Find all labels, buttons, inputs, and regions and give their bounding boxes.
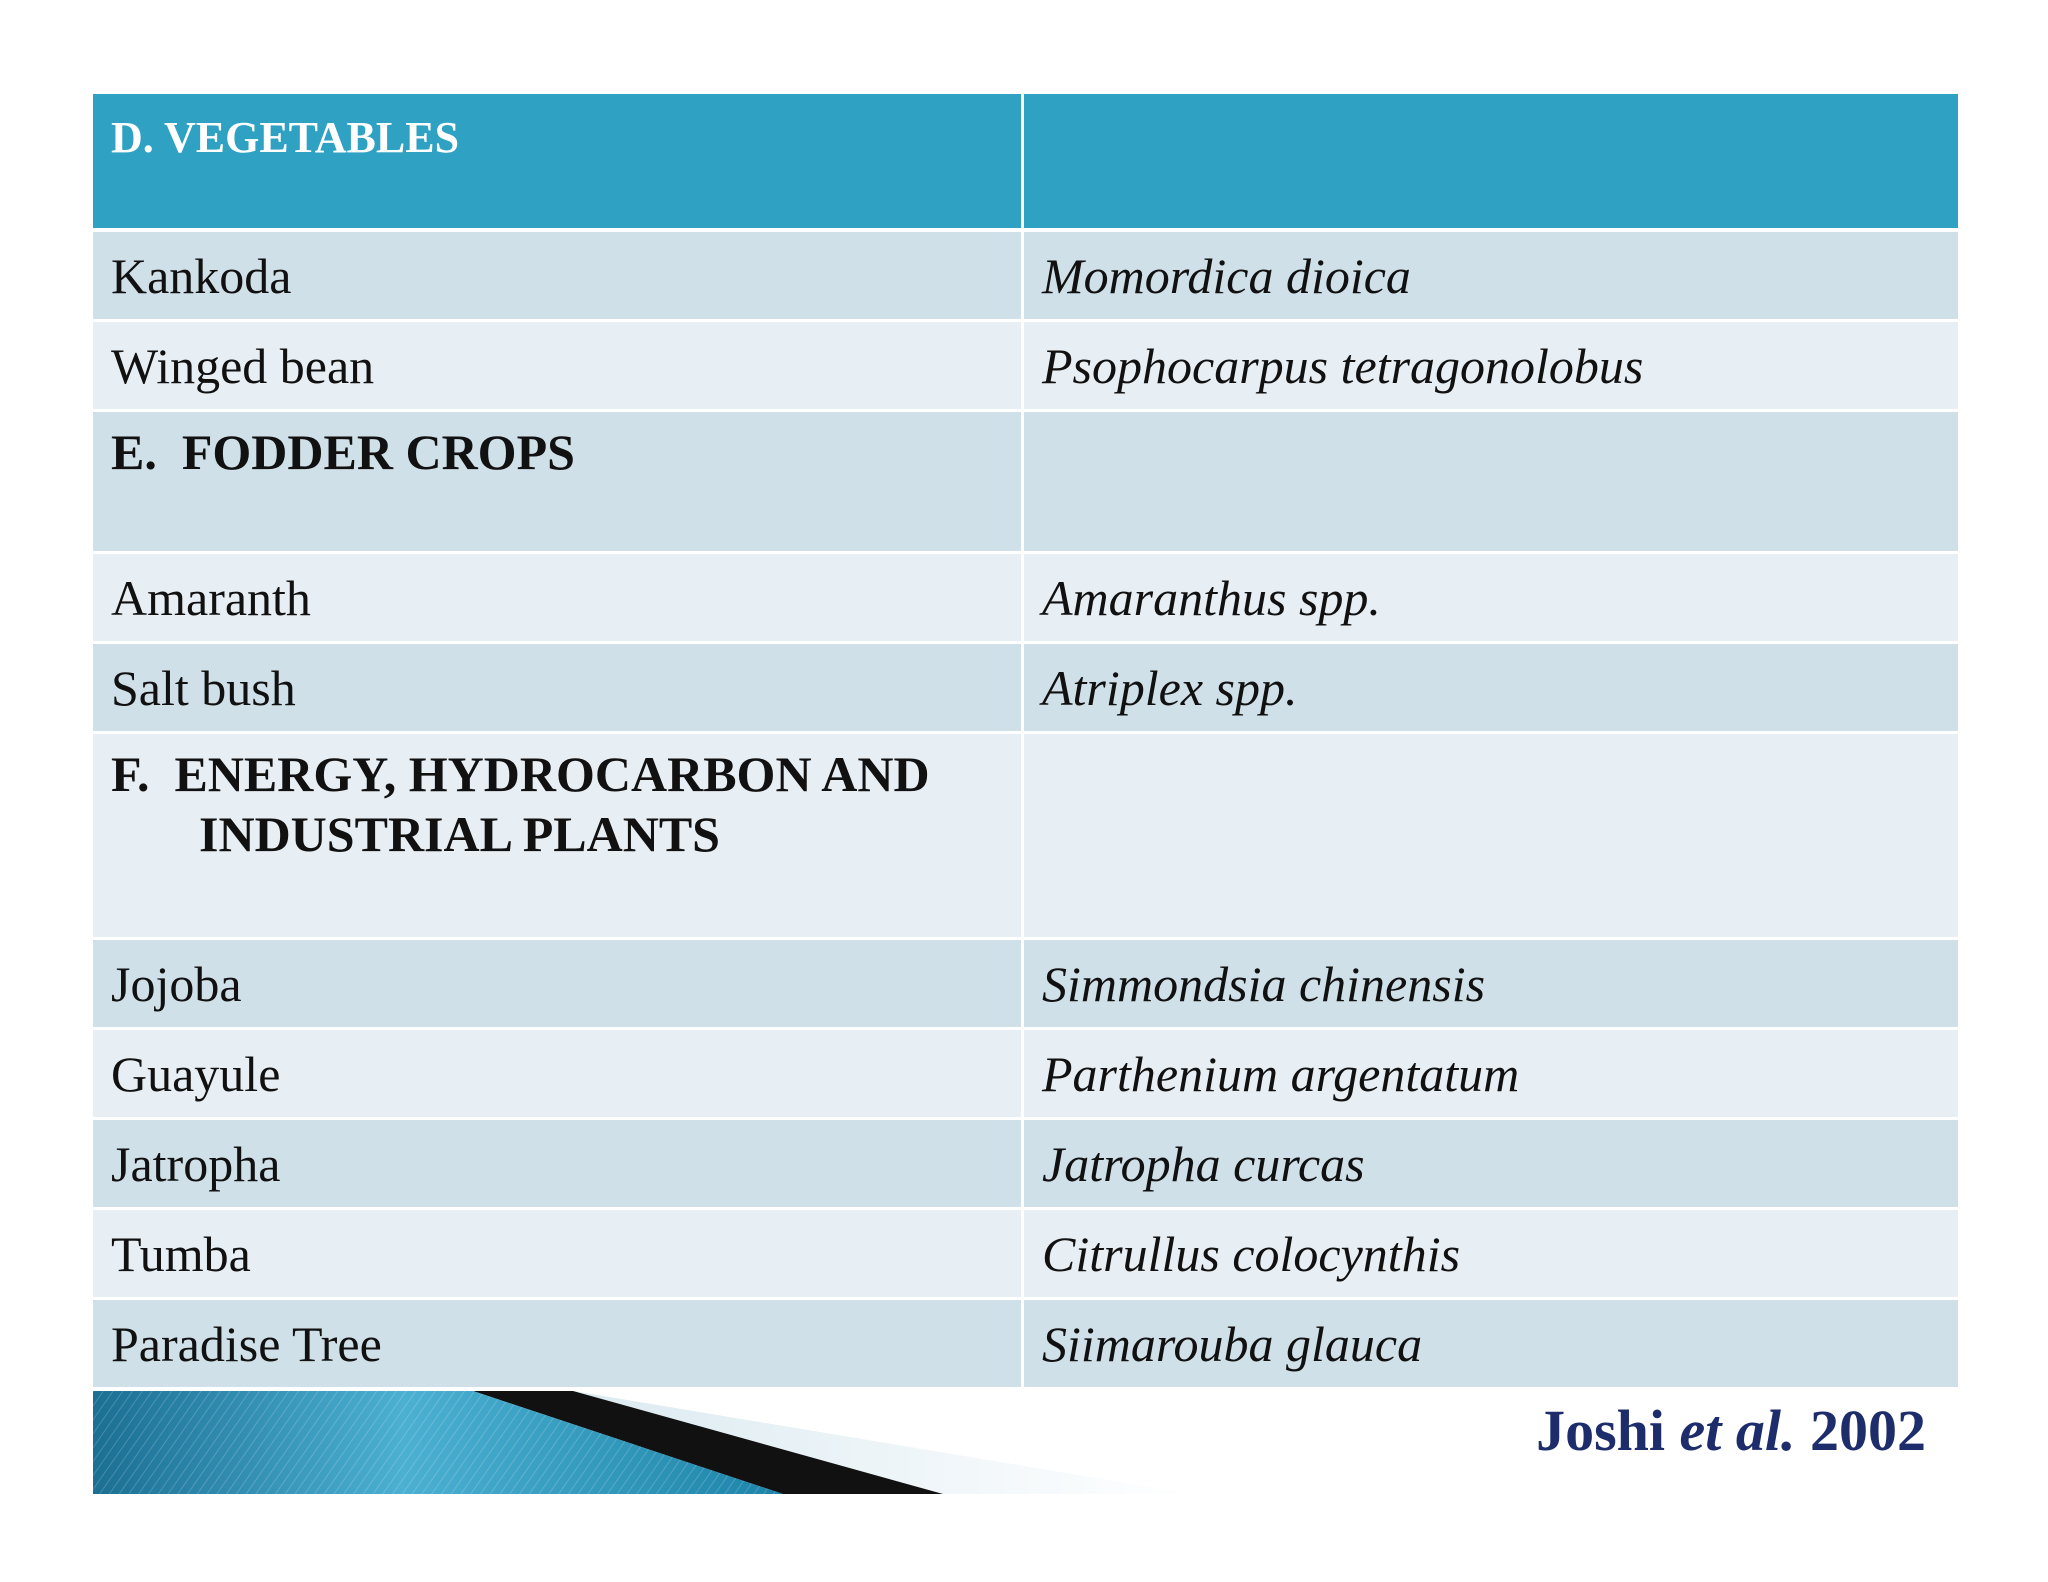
table-row bbox=[93, 554, 1958, 644]
table-row bbox=[93, 1120, 1958, 1210]
section-title-fodder-crops: E. FODDER CROPS bbox=[111, 424, 575, 480]
plant-table bbox=[93, 94, 1958, 1390]
common-name: Kankoda bbox=[93, 232, 1024, 322]
common-name: Tumba bbox=[93, 1210, 1024, 1300]
common-name: Jatropha bbox=[93, 1120, 1024, 1210]
section-empty-cell bbox=[1024, 412, 1958, 554]
table-header-row bbox=[93, 94, 1958, 232]
scientific-name: Parthenium argentatum bbox=[1024, 1030, 1958, 1120]
section-empty-cell bbox=[1024, 734, 1958, 940]
scientific-name: Amaranthus spp. bbox=[1024, 554, 1958, 644]
citation-author: Joshi bbox=[1536, 1398, 1666, 1463]
section-title-energy-plants: F. ENERGY, HYDROCARBON AND INDUSTRIAL PLANTS bbox=[111, 746, 943, 862]
section-row-fodder-crops bbox=[93, 412, 1958, 554]
common-name: Guayule bbox=[93, 1030, 1024, 1120]
table-row bbox=[93, 1210, 1958, 1300]
table-row bbox=[93, 940, 1958, 1030]
scientific-name: Atriplex spp. bbox=[1024, 644, 1958, 734]
scientific-name: Momordica dioica bbox=[1024, 232, 1958, 322]
scientific-name: Siimarouba glauca bbox=[1024, 1300, 1958, 1390]
table-row bbox=[93, 644, 1958, 734]
table-row bbox=[93, 322, 1958, 412]
header-empty-cell bbox=[1024, 94, 1958, 232]
section-title-vegetables: D. VEGETABLES bbox=[93, 94, 1024, 232]
citation-etal: et al. bbox=[1679, 1398, 1796, 1463]
section-row-energy-plants bbox=[93, 734, 1958, 940]
table-row bbox=[93, 1030, 1958, 1120]
common-name: Salt bush bbox=[93, 644, 1024, 734]
scientific-name: Psophocarpus tetragonolobus bbox=[1024, 322, 1958, 412]
footer-decoration bbox=[93, 1391, 1193, 1494]
common-name: Jojoba bbox=[93, 940, 1024, 1030]
citation bbox=[1536, 1398, 1926, 1464]
citation-year: 2002 bbox=[1810, 1398, 1926, 1463]
scientific-name: Simmondsia chinensis bbox=[1024, 940, 1958, 1030]
common-name: Paradise Tree bbox=[93, 1300, 1024, 1390]
table-row bbox=[93, 232, 1958, 322]
scientific-name: Jatropha curcas bbox=[1024, 1120, 1958, 1210]
scientific-name: Citrullus colocynthis bbox=[1024, 1210, 1958, 1300]
common-name: Amaranth bbox=[93, 554, 1024, 644]
table-row bbox=[93, 1300, 1958, 1390]
common-name: Winged bean bbox=[93, 322, 1024, 412]
